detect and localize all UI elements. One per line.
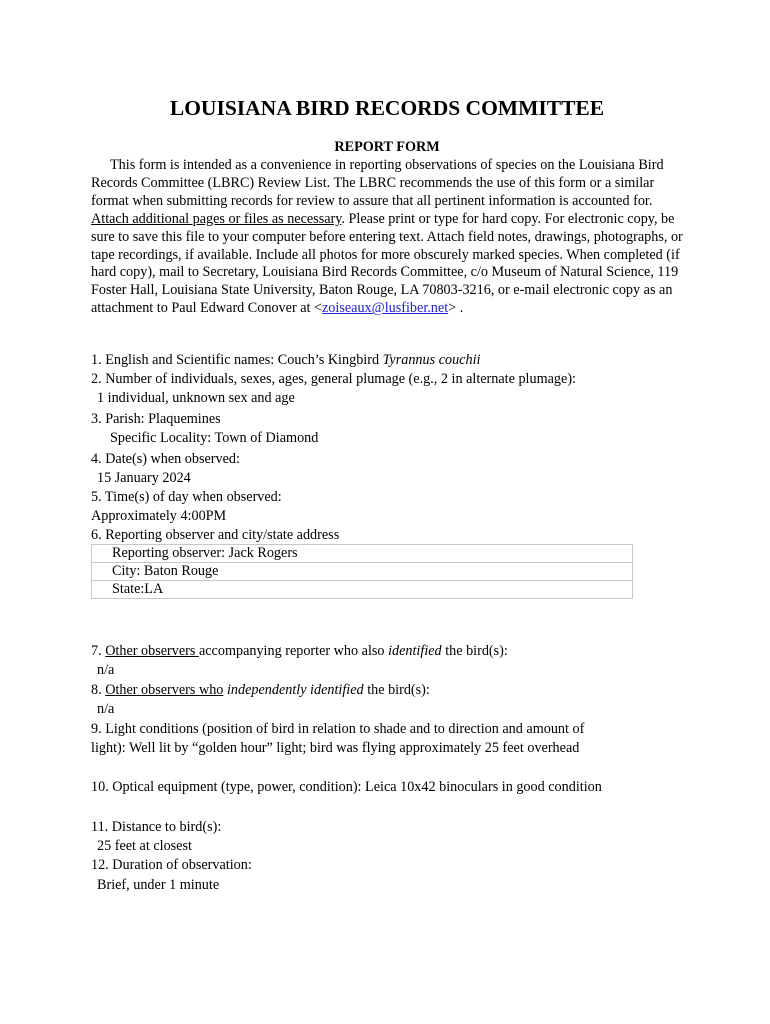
q12-answer: Brief, under 1 minute <box>97 877 220 893</box>
q7-underlined: Other observers <box>105 643 199 659</box>
observer-city-cell: City: Baton Rouge <box>92 563 633 581</box>
q7-label: 7. Other observers accompanying reporter who also identified the bird(s): <box>91 643 508 659</box>
intro-text-2: . Please print or type for hard copy. For electronic copy, be sure to save this file to your computer before entering text. Attach field notes, drawings, photographs, or tape recordings, if available. Include all photos for more obscurely marked species. When completed (if hard copy), mail to Secretary, Louisiana Bird Records Committee, c/o Museum of Natural Science, 119 Foster Hall, Louisiana State University, Baton Rouge, LA 70803-3216, or e-mail electronic copy as an attachment to Paul Edward Conover at < <box>91 210 683 317</box>
q9-line2: light): Well lit by “golden hour” light; bird was flying approximately 25 feet overhead <box>91 740 580 756</box>
q3-locality: Specific Locality: Town of Diamond <box>110 430 319 446</box>
q8-answer: n/a <box>97 701 115 717</box>
q1-scientific-name: Tyrannus couchii <box>382 352 481 368</box>
email-link[interactable]: zoiseaux@lusfiber.net <box>322 300 449 317</box>
q3-parish: 3. Parish: Plaquemines <box>91 411 221 427</box>
q6-label: 6. Reporting observer and city/state address <box>91 527 340 543</box>
observer-name-cell: Reporting observer: Jack Rogers <box>92 545 633 563</box>
q8-underlined: Other observers who <box>105 682 224 698</box>
q10-label: 10. Optical equipment (type, power, condition): Leica 10x42 binoculars in good condition <box>91 779 602 795</box>
intro-paragraph <box>91 157 683 318</box>
q11-label: 11. Distance to bird(s): <box>91 819 222 835</box>
q9-line1: 9. Light conditions (position of bird in relation to shade and to direction and amount of <box>91 721 585 737</box>
q12-label: 12. Duration of observation: <box>91 857 252 873</box>
observer-state-cell: State:LA <box>92 581 633 599</box>
q8-label: 8. Other observers who independently identified the bird(s): <box>91 682 430 698</box>
table-row <box>92 581 633 599</box>
table-row <box>92 563 633 581</box>
form-title: LOUISIANA BIRD RECORDS COMMITTEE <box>169 96 605 120</box>
table-row <box>92 545 633 563</box>
q7-answer: n/a <box>97 662 115 678</box>
q2-answer: 1 individual, unknown sex and age <box>97 390 295 406</box>
q8-italic: independently identified <box>226 682 364 698</box>
q11-answer: 25 feet at closest <box>97 838 192 854</box>
intro-attach-note: Attach additional pages or files as necessary <box>91 210 342 227</box>
intro-text-3: > . <box>448 300 464 317</box>
q5-label: 5. Time(s) of day when observed: <box>91 489 282 505</box>
q7-end: the bird(s): <box>441 643 508 659</box>
q4-answer: 15 January 2024 <box>97 470 191 486</box>
q8-end: the bird(s): <box>363 682 430 698</box>
q7-middle: accompanying reporter who also <box>198 643 389 659</box>
q5-answer: Approximately 4:00PM <box>91 508 227 524</box>
intro-text-1: This form is intended as a convenience in reporting observations of species on the Louisiana Bird Records Committee (LBRC) Review List. The LBRC recommends the use of this form or a similar format when submitting records for review to assure that all pertinent information is accounted for. <box>91 157 664 209</box>
form-subtitle: REPORT FORM <box>334 139 440 155</box>
q7-italic: identified <box>388 643 442 659</box>
q2-label: 2. Number of individuals, sexes, ages, general plumage (e.g., 2 in alternate plumage): <box>91 371 576 387</box>
q1-label: 1. English and Scientific names: Couch’s Kingbird <box>91 352 383 368</box>
q1-species <box>91 351 480 370</box>
observer-table <box>91 544 633 599</box>
q4-label: 4. Date(s) when observed: <box>91 451 240 467</box>
